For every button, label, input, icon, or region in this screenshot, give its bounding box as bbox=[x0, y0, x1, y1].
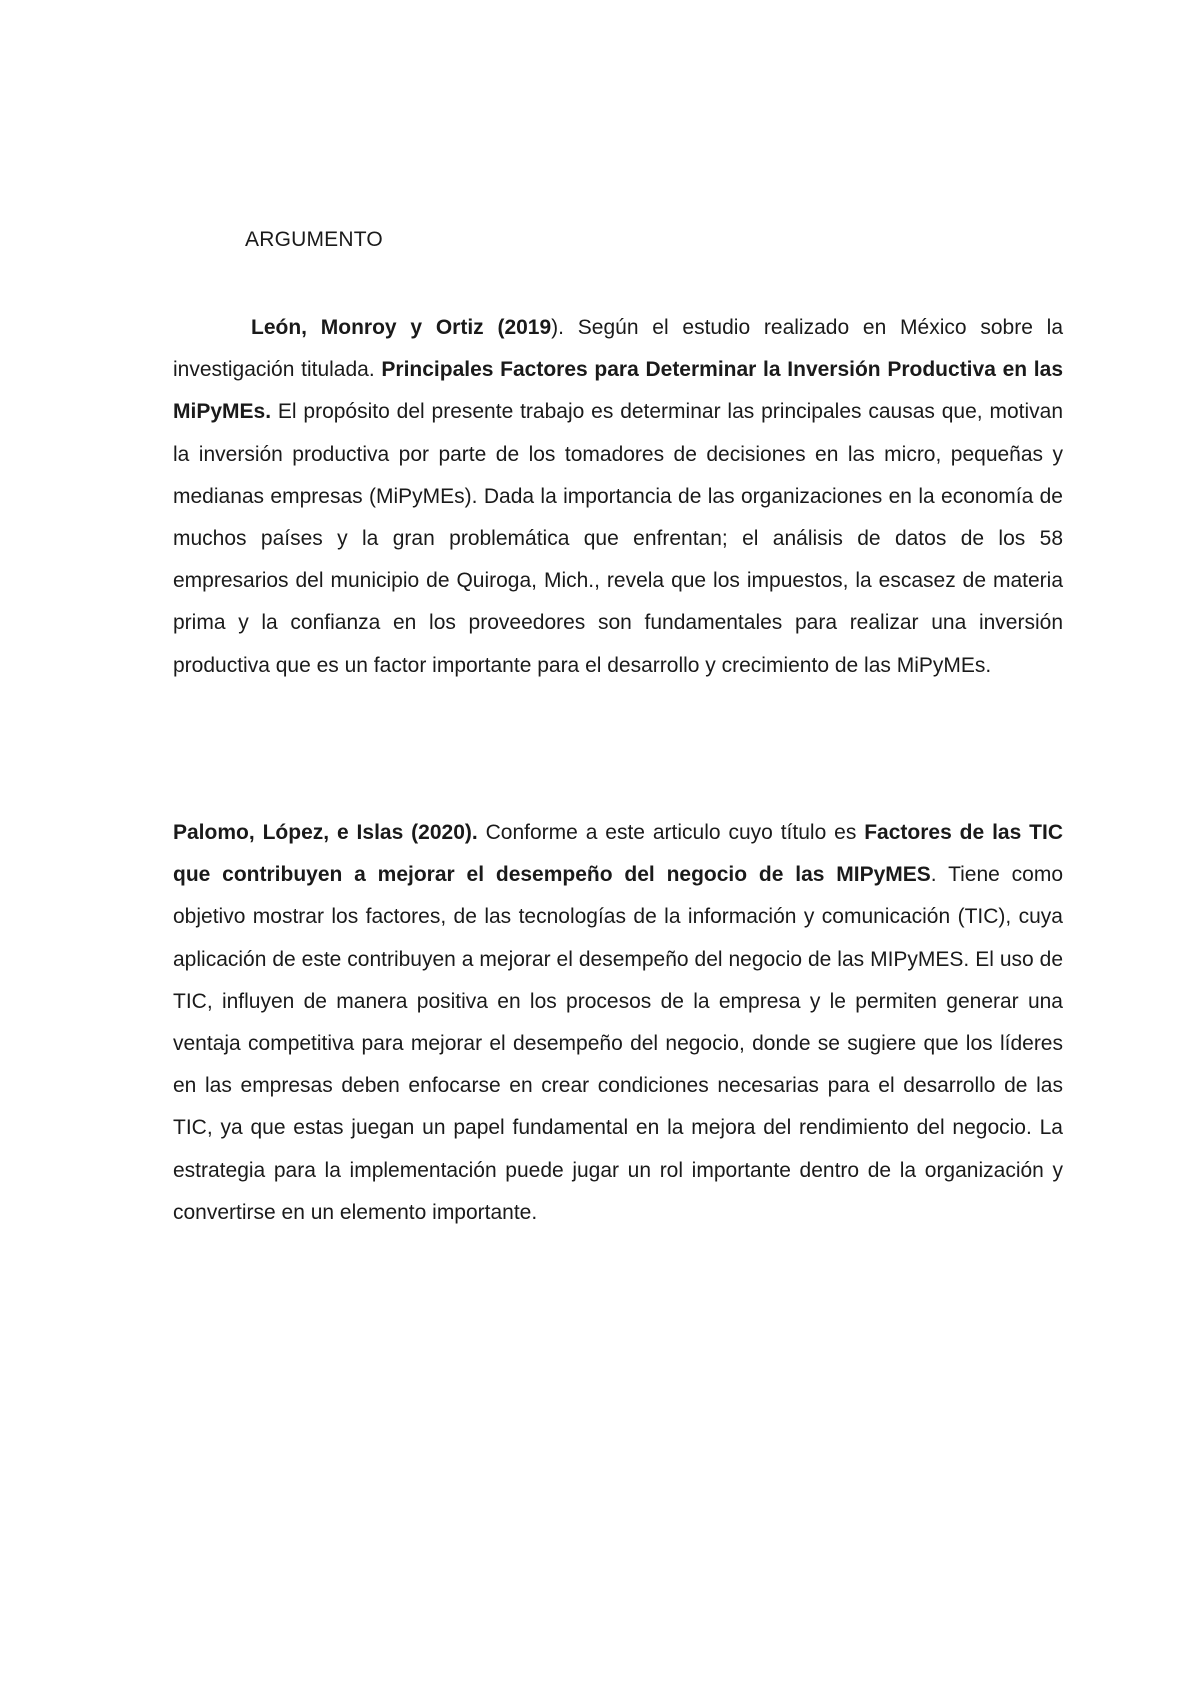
citation-palomo-lopez-islas: Palomo, López, e Islas (2020). bbox=[173, 821, 478, 844]
paragraph1-intro-text: Según el estudio realizado en México sobre la investigación titulada. bbox=[173, 316, 1063, 382]
paragraph2-body-text: . Tiene como objetivo mostrar los factores, de las tecnologías de la información y comunicación (TIC), cuya aplicación de este contribuyen a mejorar el desempeño del negocio de las MIPyMES. El uso de TIC, influyen de manera positiva en los procesos de la empresa y le permiten generar una ventaja competitiva para mejorar el desempeño del negocio, donde se sugiere que los líderes en las empresas deben enfocarse en crear condiciones necesarias para el desarrollo de las TIC, ya que estas juegan un papel fundamental en la mejora del rendimiento del negocio. La estrategia para la implementación puede jugar un rol importante dentro de la organización y convertirse en un elemento importante. bbox=[173, 863, 1063, 1224]
paragraph1-body-text: El propósito del presente trabajo es determinar las principales causas que, motivan la inversión productiva por parte de los tomadores de decisiones en las micro, pequeñas y medianas empresas (MiPyMEs). Dada la importancia de las organizaciones en la economía de muchos países y la gran problemática que enfrentan; el análisis de datos de los 58 empresarios del municipio de Quiroga, Mich., revela que los impuestos, la escasez de materia prima y la confianza en los proveedores son fundamentales para realizar una inversión productiva que es un factor importante para el desarrollo y crecimiento de las MiPyMEs. bbox=[173, 400, 1063, 677]
citation-leon-monroy-ortiz: León, Monroy y Ortiz (2019 bbox=[251, 316, 552, 339]
paragraph-palomo-lopez-islas bbox=[173, 812, 1063, 1234]
paragraph1-article-title: Principales Factores para Determinar la Inversión Productiva en las MiPyMEs. bbox=[173, 358, 1063, 424]
citation-close-paren: ). bbox=[551, 316, 564, 339]
paragraph2-intro-text: Conforme a este articulo cuyo título es bbox=[477, 821, 865, 844]
paragraph-leon-monroy-ortiz bbox=[173, 307, 1063, 687]
paragraph2-article-title: Factores de las TIC que contribuyen a mejorar el desempeño del negocio de las MIPyMES bbox=[173, 821, 1063, 887]
section-heading: ARGUMENTO bbox=[245, 228, 383, 251]
